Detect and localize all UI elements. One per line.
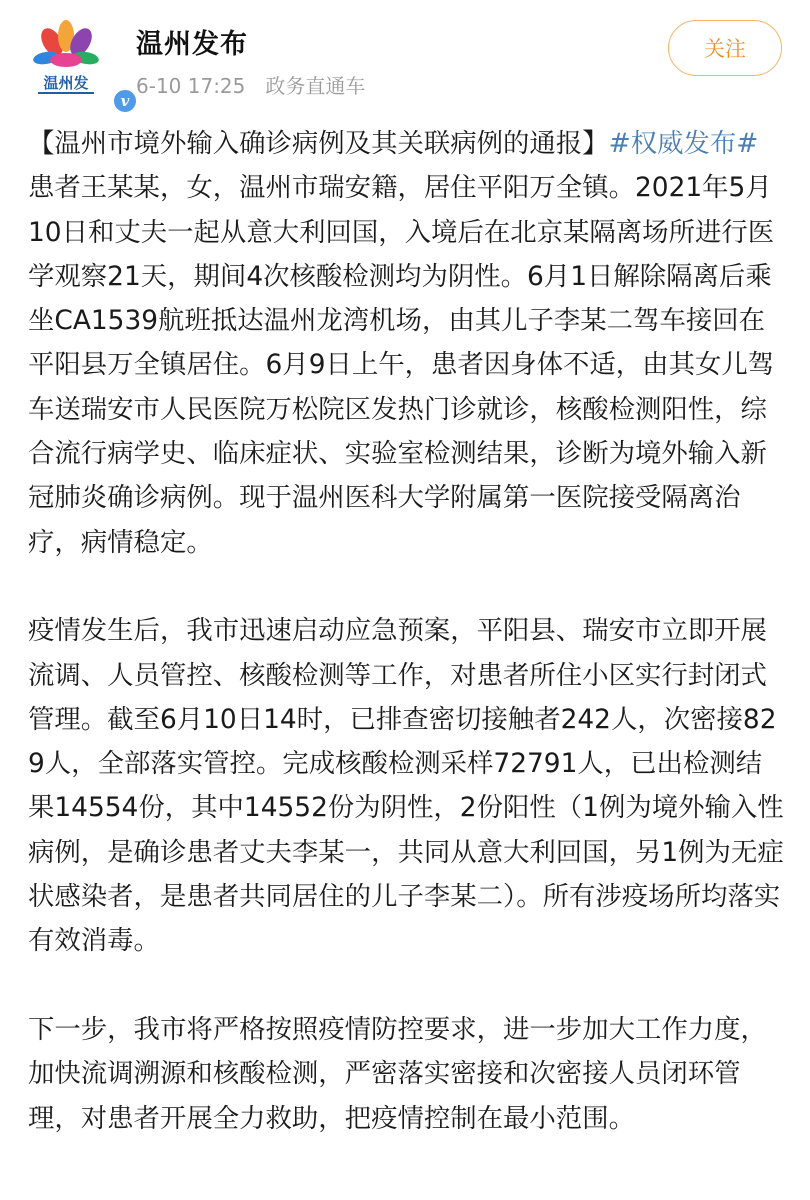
- post-paragraph-1: [28, 122, 788, 565]
- avatar-logo-text: 温州发: [43, 74, 89, 92]
- post-body: [28, 122, 788, 1141]
- post-meta: [136, 70, 365, 99]
- topic-link[interactable]: #权威发布#: [608, 128, 759, 159]
- follow-button[interactable]: 关注: [668, 20, 782, 76]
- avatar[interactable]: [24, 18, 130, 110]
- post-paragraph-2: 疫情发生后，我市迅速启动应急预案，平阳县、瑞安市立即开展流调、人员管控、核酸检测等工作，对患者所住小区实行封闭式管理。截至6月10日14时，已排查密切接触者242人，次密接829人，全部落实管控。完成核酸检测采样72791人，已出检测结果14554份，其中14552份为阴性，2份阳性（1例为境外输入性病例，是确诊患者丈夫李某一，共同从意大利回国，另1例为无症状感染者，是患者共同居住的儿子李某二）。所有涉疫场所均落实有效消毒。: [28, 615, 784, 957]
- post-time: 6-10 17:25: [136, 74, 246, 98]
- post-paragraph-3: 下一步，我市将严格按照疫情防控要求，进一步加大工作力度，加快流调溯源和核酸检测，严密落实密接和次密接人员闭环管理，对患者开展全力救助，把疫情控制在最小范围。: [28, 1013, 767, 1134]
- verified-badge-icon: v: [112, 88, 138, 114]
- account-name[interactable]: 温州发布: [136, 29, 248, 60]
- post-source[interactable]: 政务直通车: [265, 74, 366, 98]
- post-header: [0, 0, 810, 112]
- paragraph-1-text: 患者王某某，女，温州市瑞安籍，居住平阳万全镇。2021年5月10日和丈夫一起从意大利回国，入境后在北京某隔离场所进行医学观察21天，期间4次核酸检测均为阴性。6月1日解除隔离后乘坐CA1539航班抵达温州龙湾机场，由其儿子李某二驾车接回在平阳县万全镇居住。6月9日上午，患者因身体不适，由其女儿驾车送瑞安市人民医院万松院区发热门诊就诊，核酸检测阳性，综合流行病学史、临床症状、实验室检测结果，诊断为境外输入新冠肺炎确诊病例。现于温州医科大学附属第一医院接受隔离治疗，病情稳定。: [28, 172, 775, 558]
- wenzhou-logo-icon: [24, 18, 108, 102]
- post-title: 【温州市境外输入确诊病例及其关联病例的通报】: [28, 128, 609, 159]
